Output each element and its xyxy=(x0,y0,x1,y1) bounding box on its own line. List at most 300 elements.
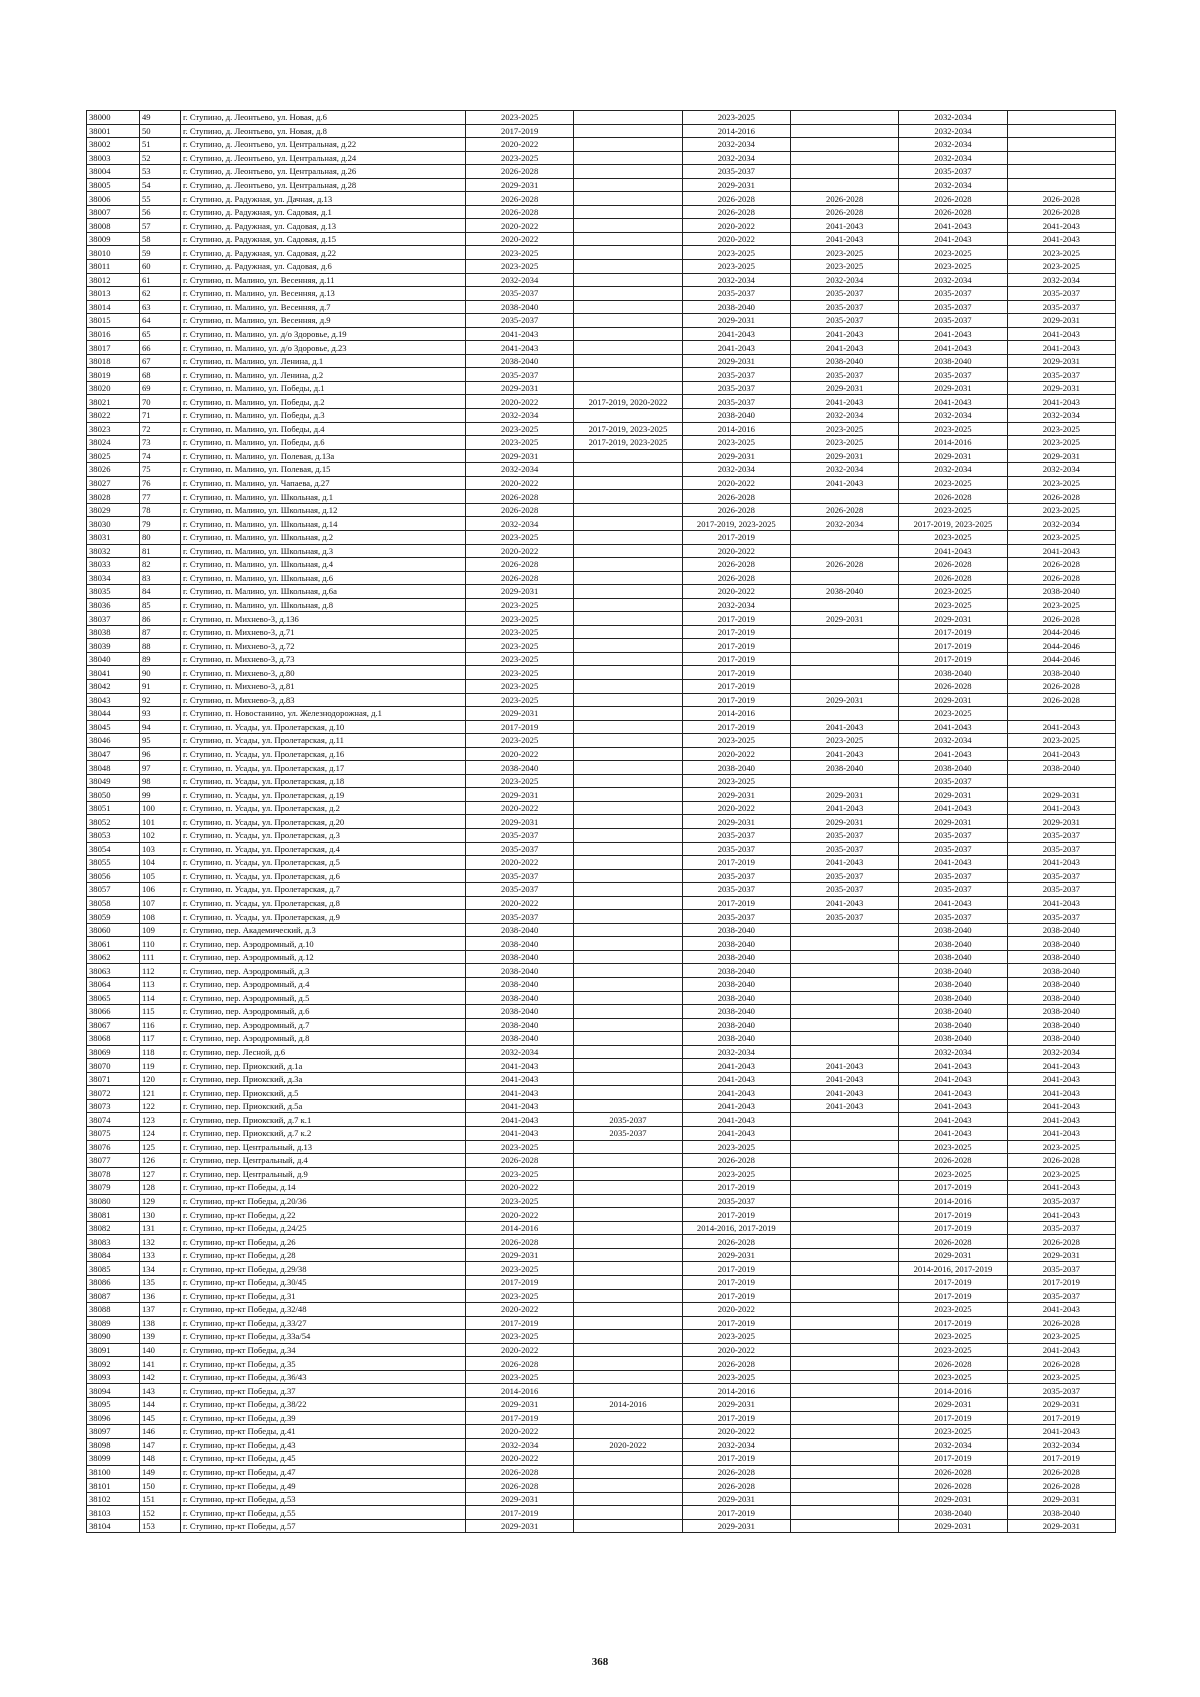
table-row xyxy=(87,652,1116,666)
row-number-cell: 148 xyxy=(140,1452,181,1466)
table-row xyxy=(87,1235,1116,1249)
period-2-cell xyxy=(574,679,682,693)
record-id-cell: 38052 xyxy=(87,815,140,829)
period-1-cell: 2023-2025 xyxy=(466,111,574,125)
period-1-cell: 2038-2040 xyxy=(466,354,574,368)
row-number-cell: 140 xyxy=(140,1343,181,1357)
address-cell: г. Ступино, пр-кт Победы, д.39 xyxy=(181,1411,466,1425)
period-2-cell xyxy=(574,111,682,125)
table-row xyxy=(87,1411,1116,1425)
period-1-cell: 2026-2028 xyxy=(466,1479,574,1493)
row-number-cell: 96 xyxy=(140,747,181,761)
period-5-cell: 2017-2019 xyxy=(899,1181,1007,1195)
period-2-cell xyxy=(574,138,682,152)
period-4-cell xyxy=(790,1357,898,1371)
address-cell: г. Ступино, пр-кт Победы, д.53 xyxy=(181,1492,466,1506)
period-5-cell: 2017-2019 xyxy=(899,625,1007,639)
row-number-cell: 139 xyxy=(140,1330,181,1344)
period-3-cell: 2026-2028 xyxy=(682,205,790,219)
period-2-cell xyxy=(574,1452,682,1466)
period-2-cell xyxy=(574,1154,682,1168)
period-1-cell: 2017-2019 xyxy=(466,1411,574,1425)
table-row xyxy=(87,422,1116,436)
period-3-cell: 2017-2019 xyxy=(682,652,790,666)
period-1-cell: 2023-2025 xyxy=(466,625,574,639)
row-number-cell: 78 xyxy=(140,503,181,517)
row-number-cell: 91 xyxy=(140,679,181,693)
period-2-cell xyxy=(574,1262,682,1276)
period-6-cell: 2032-2034 xyxy=(1007,517,1115,531)
period-6-cell xyxy=(1007,124,1115,138)
period-2-cell xyxy=(574,178,682,192)
period-6-cell: 2026-2028 xyxy=(1007,1357,1115,1371)
period-6-cell: 2038-2040 xyxy=(1007,1506,1115,1520)
period-6-cell: 2041-2043 xyxy=(1007,1303,1115,1317)
period-4-cell xyxy=(790,1397,898,1411)
period-6-cell: 2035-2037 xyxy=(1007,1289,1115,1303)
row-number-cell: 125 xyxy=(140,1140,181,1154)
table-row xyxy=(87,720,1116,734)
address-cell: г. Ступино, пер. Аэродромный, д.3 xyxy=(181,964,466,978)
period-4-cell xyxy=(790,111,898,125)
address-cell: г. Ступино, п. Малино, ул. Полевая, д.13а xyxy=(181,449,466,463)
table-row xyxy=(87,463,1116,477)
address-cell: г. Ступино, п. Усады, ул. Пролетарская, д.5 xyxy=(181,856,466,870)
period-2-cell xyxy=(574,1221,682,1235)
record-id-cell: 38016 xyxy=(87,327,140,341)
period-1-cell: 2041-2043 xyxy=(466,1127,574,1141)
row-number-cell: 65 xyxy=(140,327,181,341)
period-6-cell: 2035-2037 xyxy=(1007,368,1115,382)
period-3-cell: 2026-2028 xyxy=(682,1235,790,1249)
period-4-cell xyxy=(790,1194,898,1208)
period-2-cell xyxy=(574,381,682,395)
period-2-cell xyxy=(574,1316,682,1330)
period-3-cell: 2038-2040 xyxy=(682,1032,790,1046)
period-4-cell xyxy=(790,964,898,978)
period-2-cell xyxy=(574,666,682,680)
period-6-cell: 2029-2031 xyxy=(1007,788,1115,802)
table-row xyxy=(87,124,1116,138)
period-6-cell: 2023-2025 xyxy=(1007,246,1115,260)
address-cell: г. Ступино, п. Михнево-3, д.72 xyxy=(181,639,466,653)
period-5-cell: 2029-2031 xyxy=(899,1492,1007,1506)
record-id-cell: 38093 xyxy=(87,1370,140,1384)
period-2-cell xyxy=(574,1032,682,1046)
table-row xyxy=(87,1194,1116,1208)
period-6-cell: 2032-2034 xyxy=(1007,273,1115,287)
period-3-cell: 2017-2019 xyxy=(682,1276,790,1290)
period-4-cell xyxy=(790,1154,898,1168)
record-id-cell: 38050 xyxy=(87,788,140,802)
period-5-cell: 2041-2043 xyxy=(899,1059,1007,1073)
period-2-cell xyxy=(574,815,682,829)
period-5-cell: 2032-2034 xyxy=(899,463,1007,477)
address-cell: г. Ступино, д. Радужная, ул. Садовая, д.6 xyxy=(181,260,466,274)
record-id-cell: 38009 xyxy=(87,232,140,246)
period-4-cell: 2023-2025 xyxy=(790,246,898,260)
period-5-cell: 2017-2019 xyxy=(899,1276,1007,1290)
table-row xyxy=(87,368,1116,382)
address-cell: г. Ступино, д. Леонтьево, ул. Новая, д.8 xyxy=(181,124,466,138)
period-4-cell: 2041-2043 xyxy=(790,856,898,870)
address-cell: г. Ступино, пр-кт Победы, д.37 xyxy=(181,1384,466,1398)
period-6-cell: 2041-2043 xyxy=(1007,720,1115,734)
period-4-cell: 2041-2043 xyxy=(790,219,898,233)
row-number-cell: 71 xyxy=(140,409,181,423)
period-5-cell: 2017-2019 xyxy=(899,1452,1007,1466)
row-number-cell: 136 xyxy=(140,1289,181,1303)
period-5-cell: 2041-2043 xyxy=(899,896,1007,910)
record-id-cell: 38000 xyxy=(87,111,140,125)
table-row xyxy=(87,381,1116,395)
row-number-cell: 75 xyxy=(140,463,181,477)
period-5-cell: 2029-2031 xyxy=(899,788,1007,802)
record-id-cell: 38028 xyxy=(87,490,140,504)
period-2-cell xyxy=(574,232,682,246)
period-4-cell xyxy=(790,1452,898,1466)
table-row xyxy=(87,327,1116,341)
period-5-cell: 2014-2016 xyxy=(899,1194,1007,1208)
period-6-cell: 2038-2040 xyxy=(1007,1032,1115,1046)
period-3-cell: 2017-2019 xyxy=(682,1289,790,1303)
address-cell: г. Ступино, п. Малино, ул. Ленина, д.2 xyxy=(181,368,466,382)
address-cell: г. Ступино, п. Малино, ул. Полевая, д.15 xyxy=(181,463,466,477)
period-2-cell xyxy=(574,1289,682,1303)
record-id-cell: 38078 xyxy=(87,1167,140,1181)
period-4-cell xyxy=(790,1248,898,1262)
period-3-cell: 2017-2019 xyxy=(682,856,790,870)
table-row xyxy=(87,544,1116,558)
period-5-cell: 2026-2028 xyxy=(899,1357,1007,1371)
period-4-cell: 2032-2034 xyxy=(790,273,898,287)
period-4-cell xyxy=(790,1018,898,1032)
period-3-cell: 2041-2043 xyxy=(682,1086,790,1100)
record-id-cell: 38017 xyxy=(87,341,140,355)
period-5-cell: 2017-2019 xyxy=(899,1289,1007,1303)
period-5-cell: 2029-2031 xyxy=(899,815,1007,829)
period-6-cell: 2029-2031 xyxy=(1007,1492,1115,1506)
period-5-cell: 2026-2028 xyxy=(899,571,1007,585)
period-2-cell xyxy=(574,1425,682,1439)
period-3-cell: 2032-2034 xyxy=(682,598,790,612)
period-2-cell xyxy=(574,1248,682,1262)
period-4-cell xyxy=(790,937,898,951)
address-cell: г. Ступино, п. Малино, ул. Весенняя, д.7 xyxy=(181,300,466,314)
period-1-cell: 2029-2031 xyxy=(466,381,574,395)
row-number-cell: 56 xyxy=(140,205,181,219)
table-row xyxy=(87,1072,1116,1086)
period-2-cell xyxy=(574,747,682,761)
period-6-cell xyxy=(1007,151,1115,165)
period-3-cell: 2020-2022 xyxy=(682,801,790,815)
address-cell: г. Ступино, д. Леонтьево, ул. Новая, д.6 xyxy=(181,111,466,125)
row-number-cell: 124 xyxy=(140,1127,181,1141)
period-1-cell: 2038-2040 xyxy=(466,1018,574,1032)
period-3-cell: 2038-2040 xyxy=(682,964,790,978)
record-id-cell: 38032 xyxy=(87,544,140,558)
address-cell: г. Ступино, пер. Академический, д.3 xyxy=(181,923,466,937)
table-row xyxy=(87,1045,1116,1059)
period-6-cell: 2026-2028 xyxy=(1007,1235,1115,1249)
period-1-cell: 2020-2022 xyxy=(466,232,574,246)
period-3-cell: 2020-2022 xyxy=(682,1343,790,1357)
row-number-cell: 54 xyxy=(140,178,181,192)
address-cell: г. Ступино, п. Михнево-3, д.136 xyxy=(181,612,466,626)
period-4-cell xyxy=(790,151,898,165)
table-row xyxy=(87,1086,1116,1100)
period-3-cell: 2026-2028 xyxy=(682,192,790,206)
period-1-cell: 2023-2025 xyxy=(466,1262,574,1276)
period-2-cell xyxy=(574,923,682,937)
period-4-cell: 2026-2028 xyxy=(790,558,898,572)
table-row xyxy=(87,165,1116,179)
period-2-cell xyxy=(574,1343,682,1357)
row-number-cell: 94 xyxy=(140,720,181,734)
period-2-cell xyxy=(574,1357,682,1371)
address-cell: г. Ступино, п. Усады, ул. Пролетарская, д.19 xyxy=(181,788,466,802)
period-3-cell: 2014-2016 xyxy=(682,422,790,436)
address-cell: г. Ступино, п. Малино, ул. Весенняя, д.13 xyxy=(181,287,466,301)
table-row xyxy=(87,409,1116,423)
period-2-cell xyxy=(574,246,682,260)
period-2-cell xyxy=(574,327,682,341)
period-6-cell: 2029-2031 xyxy=(1007,815,1115,829)
period-6-cell: 2032-2034 xyxy=(1007,409,1115,423)
period-5-cell: 2023-2025 xyxy=(899,1330,1007,1344)
period-6-cell: 2029-2031 xyxy=(1007,354,1115,368)
period-3-cell: 2023-2025 xyxy=(682,1370,790,1384)
table-row xyxy=(87,205,1116,219)
period-4-cell xyxy=(790,950,898,964)
period-5-cell: 2038-2040 xyxy=(899,923,1007,937)
period-2-cell: 2035-2037 xyxy=(574,1127,682,1141)
period-1-cell: 2041-2043 xyxy=(466,1099,574,1113)
address-cell: г. Ступино, п. Малино, ул. Весенняя, д.11 xyxy=(181,273,466,287)
period-4-cell: 2038-2040 xyxy=(790,354,898,368)
table-row xyxy=(87,1425,1116,1439)
period-3-cell: 2017-2019 xyxy=(682,530,790,544)
record-id-cell: 38096 xyxy=(87,1411,140,1425)
address-cell: г. Ступино, п. Усады, ул. Пролетарская, д.6 xyxy=(181,869,466,883)
period-1-cell: 2017-2019 xyxy=(466,1316,574,1330)
period-6-cell: 2035-2037 xyxy=(1007,910,1115,924)
row-number-cell: 141 xyxy=(140,1357,181,1371)
period-4-cell xyxy=(790,1208,898,1222)
period-2-cell xyxy=(574,842,682,856)
address-cell: г. Ступино, п. Усады, ул. Пролетарская, д.9 xyxy=(181,910,466,924)
period-2-cell xyxy=(574,869,682,883)
record-id-cell: 38060 xyxy=(87,923,140,937)
row-number-cell: 97 xyxy=(140,761,181,775)
address-cell: г. Ступино, п. Малино, ул. Школьная, д.1 xyxy=(181,490,466,504)
period-1-cell: 2035-2037 xyxy=(466,869,574,883)
page-number: 368 xyxy=(591,1656,609,1668)
period-2-cell xyxy=(574,260,682,274)
address-cell: г. Ступино, д. Радужная, ул. Садовая, д.22 xyxy=(181,246,466,260)
period-1-cell: 2026-2028 xyxy=(466,192,574,206)
period-3-cell: 2020-2022 xyxy=(682,747,790,761)
period-3-cell: 2026-2028 xyxy=(682,1357,790,1371)
row-number-cell: 72 xyxy=(140,422,181,436)
period-2-cell xyxy=(574,896,682,910)
record-id-cell: 38015 xyxy=(87,314,140,328)
record-id-cell: 38092 xyxy=(87,1357,140,1371)
period-6-cell: 2026-2028 xyxy=(1007,490,1115,504)
period-5-cell: 2029-2031 xyxy=(899,612,1007,626)
period-5-cell: 2032-2034 xyxy=(899,111,1007,125)
period-2-cell xyxy=(574,463,682,477)
period-1-cell: 2023-2025 xyxy=(466,436,574,450)
table-row xyxy=(87,246,1116,260)
row-number-cell: 81 xyxy=(140,544,181,558)
period-1-cell: 2041-2043 xyxy=(466,1059,574,1073)
period-2-cell xyxy=(574,558,682,572)
address-cell: г. Ступино, п. Усады, ул. Пролетарская, д.8 xyxy=(181,896,466,910)
period-1-cell: 2020-2022 xyxy=(466,544,574,558)
period-6-cell: 2038-2040 xyxy=(1007,964,1115,978)
period-1-cell: 2035-2037 xyxy=(466,883,574,897)
period-6-cell: 2044-2046 xyxy=(1007,652,1115,666)
period-4-cell: 2041-2043 xyxy=(790,1099,898,1113)
period-6-cell: 2038-2040 xyxy=(1007,923,1115,937)
period-2-cell xyxy=(574,1181,682,1195)
period-2-cell xyxy=(574,1370,682,1384)
table-row xyxy=(87,178,1116,192)
period-3-cell: 2038-2040 xyxy=(682,1018,790,1032)
period-4-cell xyxy=(790,598,898,612)
period-3-cell: 2041-2043 xyxy=(682,341,790,355)
row-number-cell: 63 xyxy=(140,300,181,314)
period-5-cell: 2041-2043 xyxy=(899,341,1007,355)
row-number-cell: 73 xyxy=(140,436,181,450)
table-row xyxy=(87,828,1116,842)
period-1-cell: 2041-2043 xyxy=(466,341,574,355)
row-number-cell: 68 xyxy=(140,368,181,382)
period-5-cell: 2035-2037 xyxy=(899,828,1007,842)
period-6-cell xyxy=(1007,774,1115,788)
period-6-cell: 2026-2028 xyxy=(1007,679,1115,693)
period-1-cell: 2017-2019 xyxy=(466,124,574,138)
period-2-cell xyxy=(574,165,682,179)
row-number-cell: 90 xyxy=(140,666,181,680)
register-table xyxy=(86,110,1116,1533)
table-row xyxy=(87,1343,1116,1357)
row-number-cell: 119 xyxy=(140,1059,181,1073)
period-2-cell: 2020-2022 xyxy=(574,1438,682,1452)
period-6-cell: 2041-2043 xyxy=(1007,1113,1115,1127)
record-id-cell: 38013 xyxy=(87,287,140,301)
address-cell: г. Ступино, пр-кт Победы, д.34 xyxy=(181,1343,466,1357)
period-3-cell: 2029-2031 xyxy=(682,1248,790,1262)
period-2-cell xyxy=(574,354,682,368)
record-id-cell: 38018 xyxy=(87,354,140,368)
address-cell: г. Ступино, пер. Аэродромный, д.6 xyxy=(181,1005,466,1019)
period-6-cell: 2023-2025 xyxy=(1007,598,1115,612)
table-row xyxy=(87,1248,1116,1262)
period-4-cell xyxy=(790,707,898,721)
period-1-cell: 2023-2025 xyxy=(466,612,574,626)
period-6-cell: 2023-2025 xyxy=(1007,476,1115,490)
period-3-cell: 2014-2016 xyxy=(682,1384,790,1398)
period-4-cell xyxy=(790,1289,898,1303)
row-number-cell: 109 xyxy=(140,923,181,937)
table-row xyxy=(87,1167,1116,1181)
period-3-cell: 2029-2031 xyxy=(682,449,790,463)
period-1-cell: 2029-2031 xyxy=(466,178,574,192)
period-4-cell: 2041-2043 xyxy=(790,747,898,761)
period-3-cell: 2017-2019, 2023-2025 xyxy=(682,517,790,531)
period-5-cell: 2038-2040 xyxy=(899,1032,1007,1046)
address-cell: г. Ступино, д. Леонтьево, ул. Центральная, д.24 xyxy=(181,151,466,165)
record-id-cell: 38042 xyxy=(87,679,140,693)
period-4-cell xyxy=(790,1330,898,1344)
row-number-cell: 116 xyxy=(140,1018,181,1032)
record-id-cell: 38066 xyxy=(87,1005,140,1019)
record-id-cell: 38039 xyxy=(87,639,140,653)
period-6-cell: 2017-2019 xyxy=(1007,1411,1115,1425)
period-3-cell: 2017-2019 xyxy=(682,679,790,693)
address-cell: г. Ступино, пр-кт Победы, д.26 xyxy=(181,1235,466,1249)
table-row xyxy=(87,1276,1116,1290)
record-id-cell: 38037 xyxy=(87,612,140,626)
period-2-cell xyxy=(574,1018,682,1032)
period-3-cell: 2023-2025 xyxy=(682,246,790,260)
period-2-cell xyxy=(574,734,682,748)
period-2-cell xyxy=(574,991,682,1005)
address-cell: г. Ступино, пер. Лесной, д.6 xyxy=(181,1045,466,1059)
record-id-cell: 38006 xyxy=(87,192,140,206)
period-1-cell: 2029-2031 xyxy=(466,707,574,721)
period-4-cell xyxy=(790,1506,898,1520)
period-6-cell: 2041-2043 xyxy=(1007,395,1115,409)
period-4-cell xyxy=(790,1005,898,1019)
period-4-cell xyxy=(790,138,898,152)
period-2-cell xyxy=(574,219,682,233)
period-2-cell xyxy=(574,205,682,219)
period-3-cell: 2038-2040 xyxy=(682,300,790,314)
period-5-cell: 2041-2043 xyxy=(899,544,1007,558)
period-6-cell: 2035-2037 xyxy=(1007,842,1115,856)
period-1-cell: 2020-2022 xyxy=(466,1425,574,1439)
table-row xyxy=(87,232,1116,246)
period-3-cell: 2014-2016 xyxy=(682,707,790,721)
address-cell: г. Ступино, пр-кт Победы, д.55 xyxy=(181,1506,466,1520)
table-row xyxy=(87,964,1116,978)
period-1-cell: 2038-2040 xyxy=(466,923,574,937)
period-6-cell: 2038-2040 xyxy=(1007,937,1115,951)
row-number-cell: 49 xyxy=(140,111,181,125)
period-4-cell: 2041-2043 xyxy=(790,896,898,910)
period-6-cell: 2044-2046 xyxy=(1007,625,1115,639)
period-6-cell: 2032-2034 xyxy=(1007,1045,1115,1059)
period-4-cell: 2041-2043 xyxy=(790,1072,898,1086)
row-number-cell: 143 xyxy=(140,1384,181,1398)
row-number-cell: 138 xyxy=(140,1316,181,1330)
period-6-cell: 2026-2028 xyxy=(1007,1316,1115,1330)
period-5-cell: 2038-2040 xyxy=(899,937,1007,951)
address-cell: г. Ступино, пер. Приокский, д.1а xyxy=(181,1059,466,1073)
table-row xyxy=(87,1181,1116,1195)
period-5-cell: 2032-2034 xyxy=(899,273,1007,287)
period-3-cell: 2017-2019 xyxy=(682,896,790,910)
table-row xyxy=(87,490,1116,504)
period-6-cell: 2044-2046 xyxy=(1007,639,1115,653)
period-3-cell: 2035-2037 xyxy=(682,381,790,395)
period-4-cell xyxy=(790,544,898,558)
period-6-cell: 2026-2028 xyxy=(1007,1479,1115,1493)
period-5-cell: 2029-2031 xyxy=(899,449,1007,463)
